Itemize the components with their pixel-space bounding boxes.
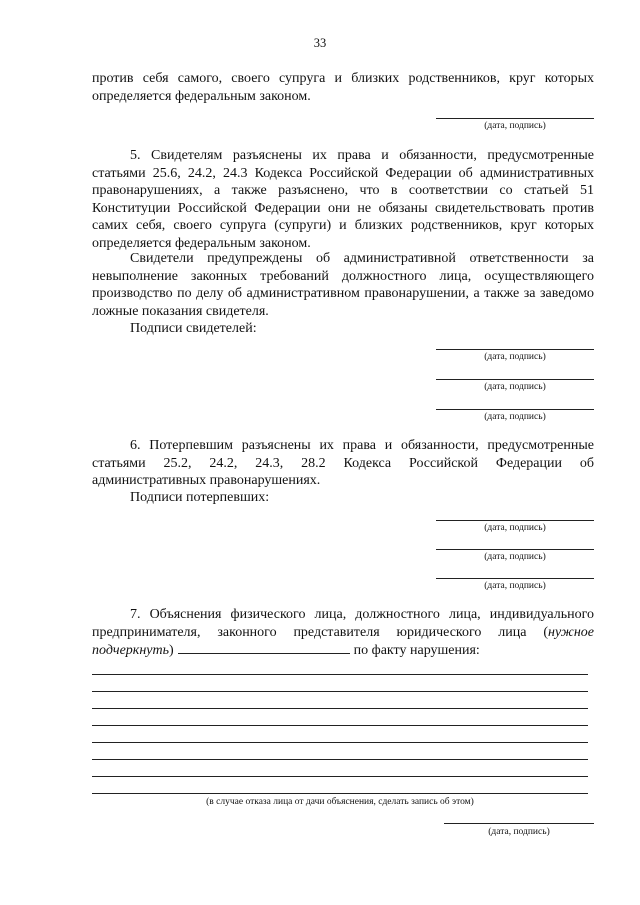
witness-signature-line-2[interactable] xyxy=(436,379,594,380)
signature-caption: (дата, подпись) xyxy=(484,523,546,533)
paragraph-7-italic-note: нужное подчеркнуть xyxy=(92,624,594,659)
signature-caption: (дата, подпись) xyxy=(484,382,546,392)
signature-line[interactable] xyxy=(436,118,594,119)
final-signature-line[interactable] xyxy=(444,823,594,824)
victim-signature-line-3[interactable] xyxy=(436,578,594,579)
explanation-line-5[interactable] xyxy=(92,742,588,743)
signature-caption: (дата, подпись) xyxy=(484,552,546,562)
signature-caption: (дата, подпись) xyxy=(488,827,550,837)
signature-caption: (дата, подпись) xyxy=(484,581,546,591)
explanation-line-6[interactable] xyxy=(92,759,588,760)
explanation-line-2[interactable] xyxy=(92,691,588,692)
paragraph-7-close-paren: ) xyxy=(168,643,174,659)
refusal-caption: (в случае отказа лица от дачи объяснения, сделать запись об этом) xyxy=(206,797,474,807)
violation-blank-field[interactable] xyxy=(178,641,350,654)
paragraph-intro: против себя самого, своего супруга и близких родственников, круг которых определяется федеральным законом. xyxy=(92,71,594,104)
paragraph-7-tail: по факту нарушения: xyxy=(353,643,480,659)
explanation-line-4[interactable] xyxy=(92,725,588,726)
witness-signatures-label: Подписи свидетелей: xyxy=(130,321,257,336)
victim-signatures-label: Подписи потерпевших: xyxy=(130,490,270,505)
victim-signature-line-2[interactable] xyxy=(436,549,594,550)
paragraph-7 xyxy=(92,606,594,660)
paragraph-5-warning: Свидетели предупреждены об административной ответственности за невыполнение законных требований должностного лица, осуществляющего производство по делу об административном правонарушении, а также за заведомо ложные показания свидетеля. xyxy=(92,251,594,319)
witness-signature-line-3[interactable] xyxy=(436,409,594,410)
page-number: 33 xyxy=(313,36,327,50)
signature-caption: (дата, подпись) xyxy=(484,352,546,362)
victim-signature-line-1[interactable] xyxy=(436,520,594,521)
paragraph-5: 5. Свидетелям разъяснены их права и обязанности, предусмотренные статьями 25.6, 24.2, 24.3 Кодекса Российской Федерации об административных правонарушениях, а также разъяснено, что в соответствии со статьей 51 Конституции Российской Федерации они не обязаны свидетельствовать против самих себя, своего супруга (супруги) и близких родственников, круг которых определяется федеральным законом. xyxy=(92,148,594,251)
explanation-line-8[interactable] xyxy=(92,793,588,794)
signature-caption: (дата, подпись) xyxy=(484,121,546,131)
explanation-line-7[interactable] xyxy=(92,776,588,777)
witness-signature-line-1[interactable] xyxy=(436,349,594,350)
explanation-line-1[interactable] xyxy=(92,674,588,675)
paragraph-7-lead: 7. Объяснения физического лица, должностного лица, индивидуального предпринимателя, законного представителя юридического лица ( xyxy=(92,607,594,640)
explanation-line-3[interactable] xyxy=(92,708,588,709)
paragraph-6: 6. Потерпевшим разъяснены их права и обязанности, предусмотренные статьями 25.2, 24.2, 24.3, 28.2 Кодекса Российской Федерации об административных правонарушениях. xyxy=(92,438,594,489)
signature-caption: (дата, подпись) xyxy=(484,412,546,422)
